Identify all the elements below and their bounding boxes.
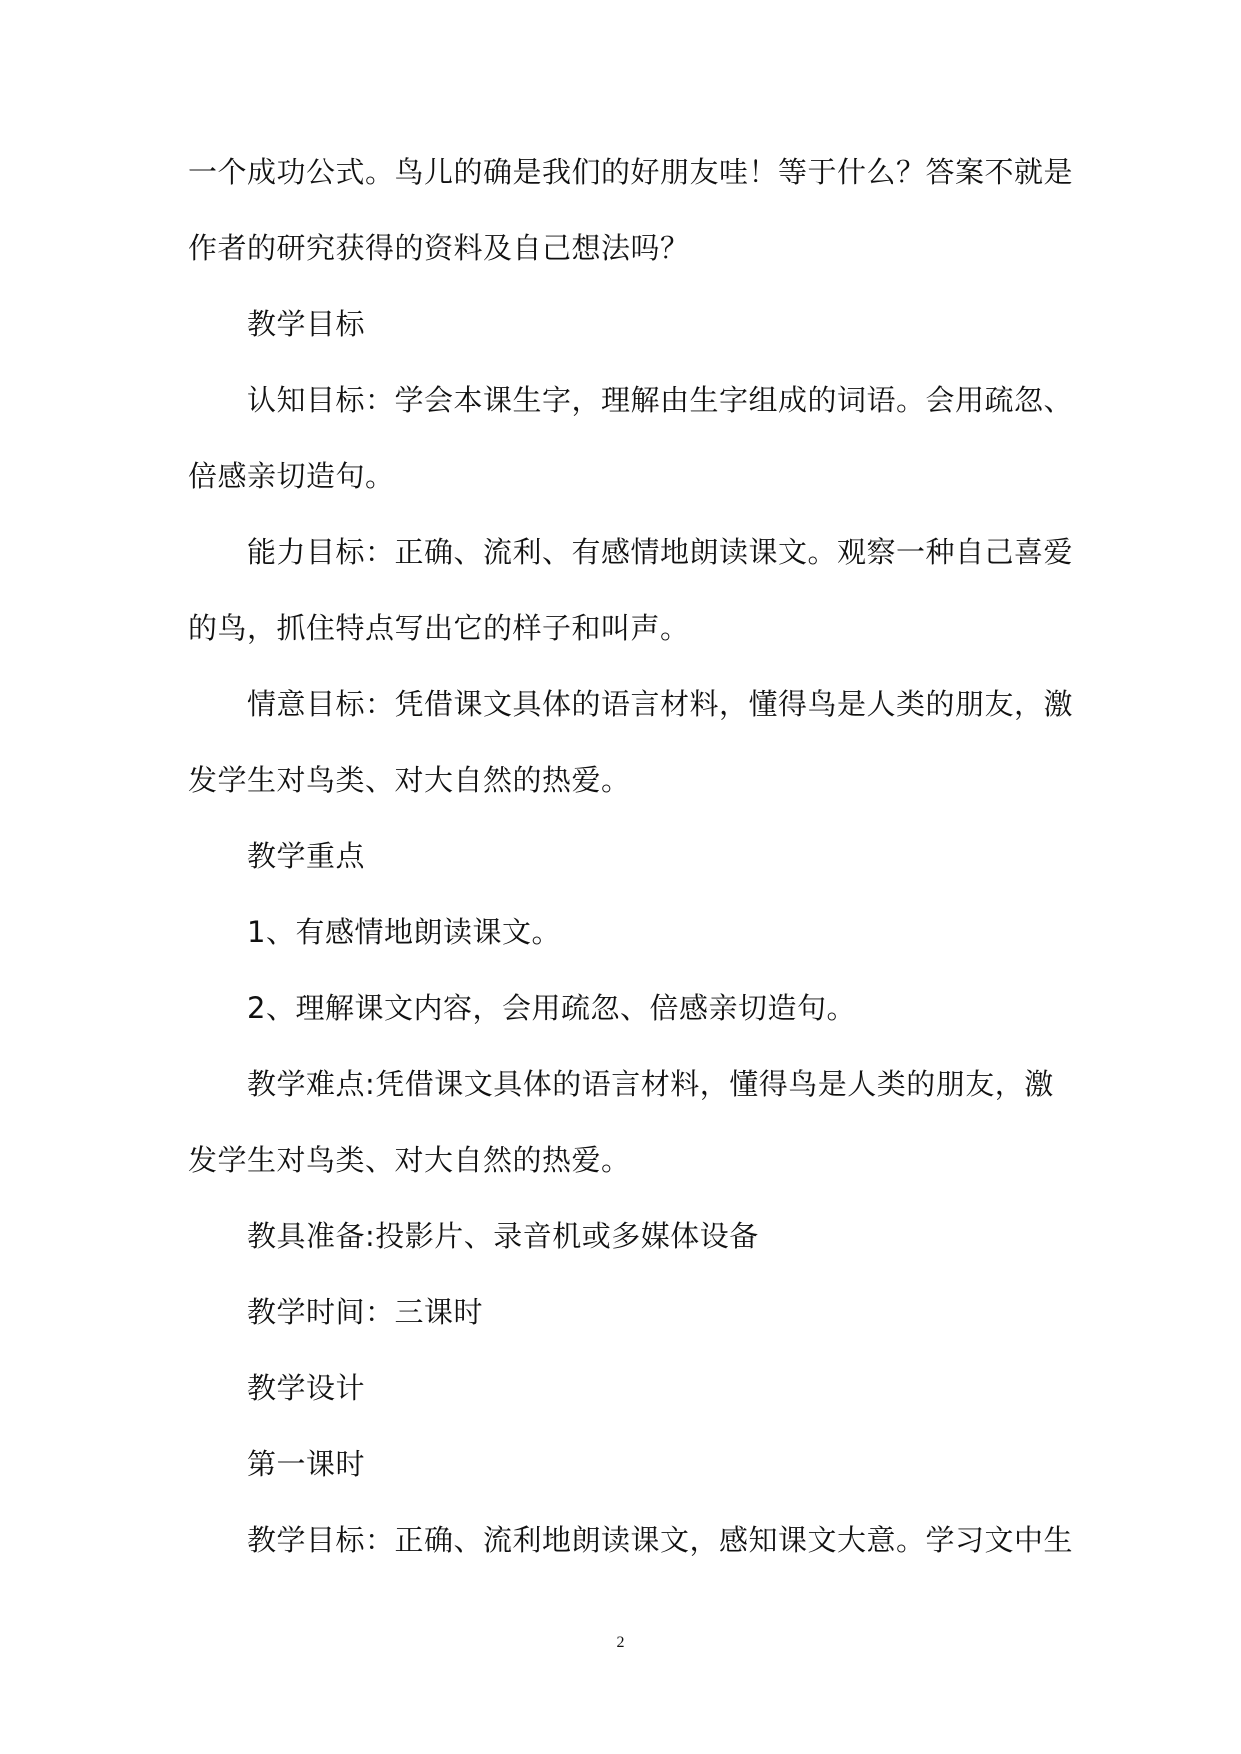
text-line: 教学时间：三课时 bbox=[247, 1295, 484, 1329]
text-line: 作者的研究获得的资料及自己想法吗？ bbox=[188, 231, 690, 265]
text-line: 教具准备:投影片、录音机或多媒体设备 bbox=[247, 1219, 759, 1253]
text-line: 的鸟，抓住特点写出它的样子和叫声。 bbox=[188, 611, 690, 645]
text-line: 一个成功公式。鸟儿的确是我们的好朋友哇！等于什么？答案不就是 bbox=[188, 155, 1074, 189]
list-item: 2、理解课文内容，会用疏忽、倍感亲切造句。 bbox=[247, 991, 856, 1025]
text-line: 认知目标：学会本课生字，理解由生字组成的词语。会用疏忽、 bbox=[247, 383, 1074, 417]
section-heading: 教学目标 bbox=[247, 307, 366, 341]
text-line: 发学生对鸟类、对大自然的热爱。 bbox=[188, 763, 631, 797]
text-line: 情意目标：凭借课文具体的语言材料，懂得鸟是人类的朋友，激 bbox=[247, 687, 1074, 721]
section-heading: 教学重点 bbox=[247, 839, 366, 873]
page-number: 2 bbox=[616, 1634, 625, 1651]
text-line: 能力目标：正确、流利、有感情地朗读课文。观察一种自己喜爱 bbox=[247, 535, 1074, 569]
list-item: 1、有感情地朗读课文。 bbox=[247, 915, 561, 949]
section-heading: 第一课时 bbox=[247, 1447, 366, 1481]
text-line: 发学生对鸟类、对大自然的热爱。 bbox=[188, 1143, 631, 1177]
text-line: 教学难点:凭借课文具体的语言材料，懂得鸟是人类的朋友，激 bbox=[247, 1067, 1054, 1101]
text-line: 教学目标：正确、流利地朗读课文，感知课文大意。学习文中生 bbox=[247, 1523, 1074, 1557]
text-line: 倍感亲切造句。 bbox=[188, 459, 395, 493]
section-heading: 教学设计 bbox=[247, 1371, 366, 1405]
